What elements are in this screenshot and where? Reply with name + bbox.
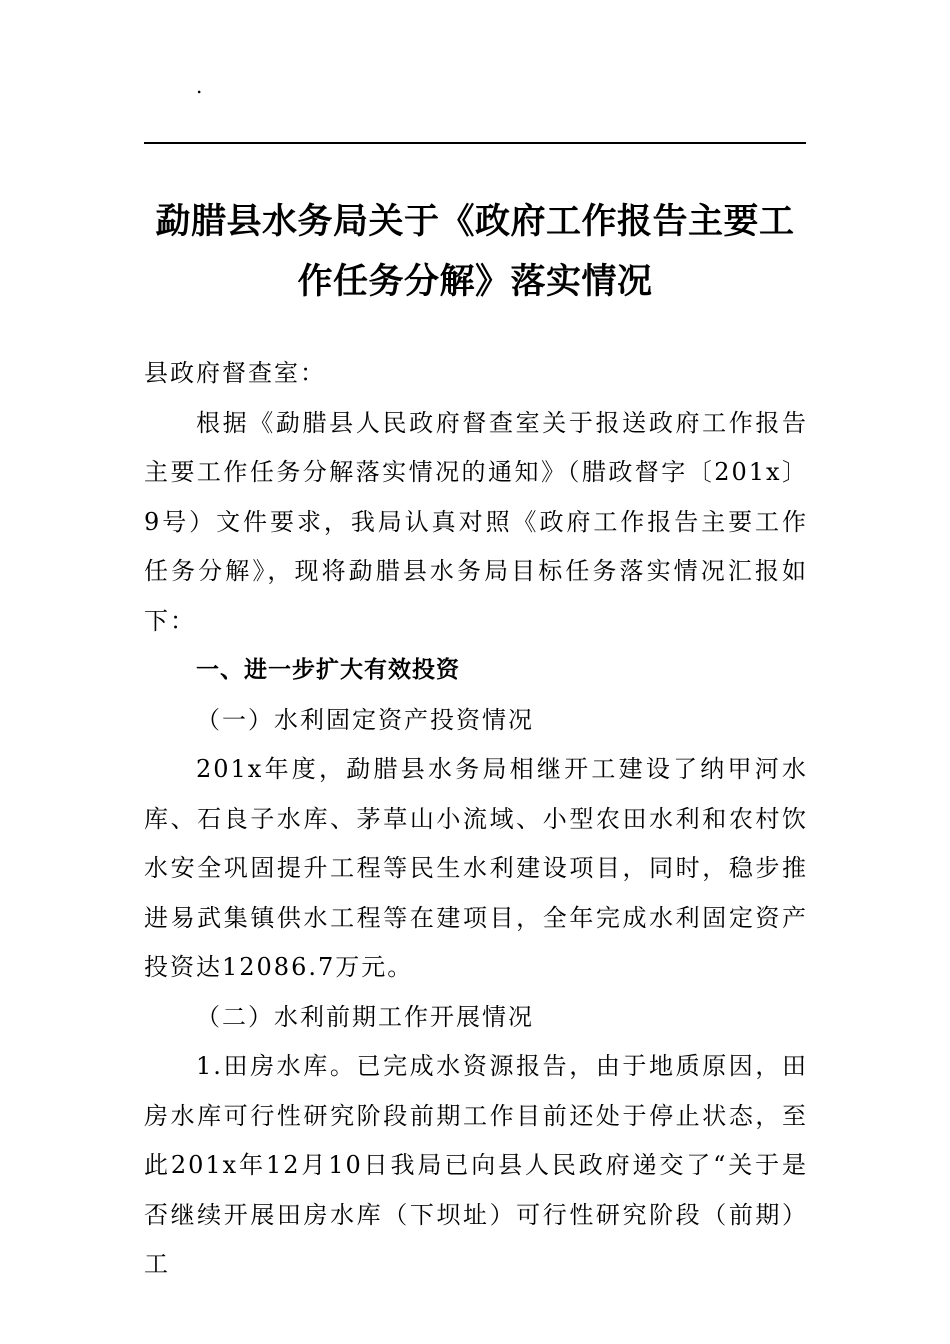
header-divider bbox=[144, 142, 806, 144]
investment-paragraph: 201x年度，勐腊县水务局相继开工建设了纳甲河水库、石良子水库、茅草山小流域、小型农田水利和农村饮水安全巩固提升工程等民生水利建设项目，同时，稳步推进易武集镇供水工程等在建项目，全年完成水利固定资产投资达12086.7万元。 bbox=[144, 755, 808, 981]
title-line-1: 勐腊县水务局关于《政府工作报告主要工 bbox=[155, 202, 795, 242]
subsection-heading-2: （二）水利前期工作开展情况 bbox=[196, 1002, 534, 1031]
section-heading-1: 一、进一步扩大有效投资 bbox=[196, 657, 460, 683]
intro-paragraph: 根据《勐腊县人民政府督查室关于报送政府工作报告主要工作任务分解落实情况的通知》（腊政督字〔201x〕9号）文件要求，我局认真对照《政府工作报告主要工作任务分解》，现将勐腊县水务局目标任务落实情况汇报如下： bbox=[144, 408, 808, 635]
header-mark: . bbox=[196, 74, 203, 98]
document-body bbox=[144, 349, 808, 1290]
document-title bbox=[144, 192, 806, 312]
tianfang-reservoir-paragraph: 1.田房水库。已完成水资源报告，由于地质原因，田房水库可行性研究阶段前期工作目前还处于停止状态，至此201x年12月10日我局已向县人民政府递交了“关于是否继续开展田房水库（下坝址）可行性研究阶段（前期）工 bbox=[144, 1052, 808, 1278]
subsection-heading-1: （一）水利固定资产投资情况 bbox=[196, 705, 534, 734]
title-line-2: 作任务分解》落实情况 bbox=[297, 262, 653, 302]
salutation: 县政府督查室： bbox=[144, 359, 326, 387]
